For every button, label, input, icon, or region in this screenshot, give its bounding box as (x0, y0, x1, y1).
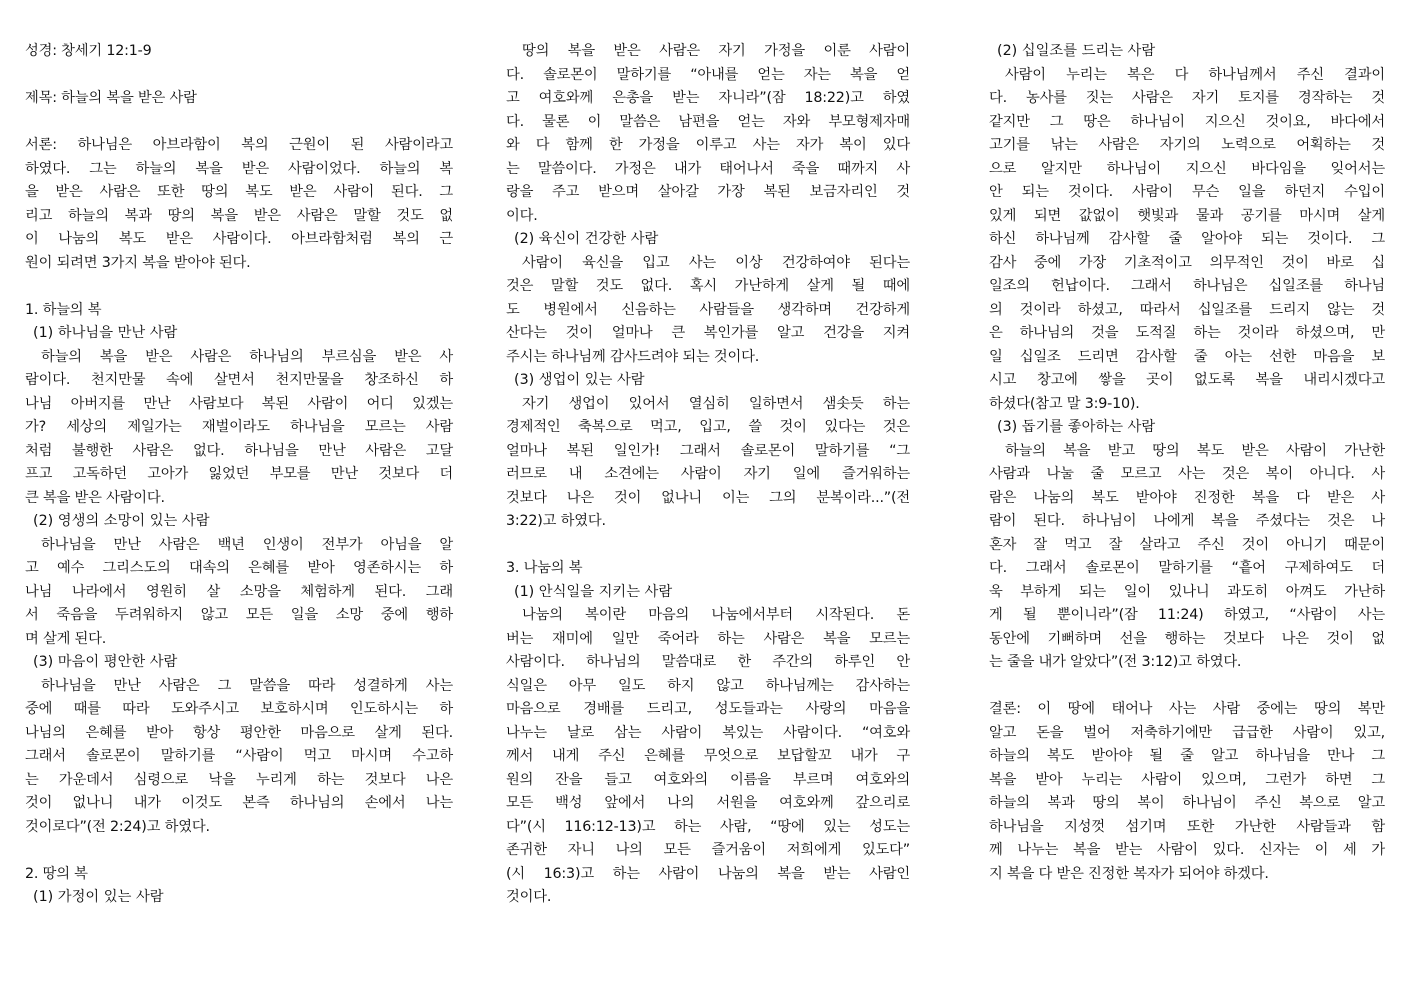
text-line: (1) 안식일을 지키는 사람 (514, 583, 673, 600)
text-line: (3) 생업이 있는 사람 (514, 372, 645, 388)
text-line: 다. 물론 이 말씀은 남편을 얻는 자와 부모형제자매 (506, 113, 910, 130)
text-line: 은 하나님의 것을 도적질 하는 것이라 하셨으며, 만 (989, 325, 1385, 341)
text-line: (2) 영생의 소망이 있는 사람 (33, 513, 210, 529)
subsection-heading (506, 369, 910, 393)
paragraph (989, 64, 1385, 417)
paragraph (506, 252, 910, 370)
text-line: (2) 십일조를 드리는 사람 (997, 43, 1156, 59)
text-line: 결론: 이 땅에 태어나 사는 사람 중에는 땅의 복만 (989, 701, 1385, 717)
text-line: 와 다 함께 한 가정을 이루고 사는 자가 복이 있다 (506, 137, 910, 153)
text-line: (3) 돕기를 좋아하는 사람 (997, 419, 1156, 435)
text-line: 는 줄을 내가 알았다”(전 3:12)고 하였다. (989, 654, 1242, 670)
text-line: 나님 아버지를 만난 사람보다 복된 사람이 어디 있겠는 (25, 395, 453, 412)
text-line: 얼마나 복된 일인가! 그래서 솔로몬이 말하기를 “그 (506, 442, 910, 459)
text-line: 하늘의 복을 받고 땅의 복도 받은 사람이 가난한 (1005, 442, 1385, 459)
text-line: 것이 없나니 내가 이것도 본즉 하나님의 손에서 나는 (25, 795, 453, 811)
paragraph (25, 40, 453, 64)
text-line: 욱 부하게 되는 일이 있나니 과도히 아껴도 가난하 (989, 583, 1385, 600)
text-line: 하늘의 복과 땅의 복이 하나님이 주신 복으로 알고 (989, 795, 1385, 811)
text-line: 사람이 육신을 입고 사는 이상 건강하여야 된다는 (522, 254, 910, 271)
subsection-heading (25, 322, 453, 346)
text-line: 마음으로 경배를 드리고, 성도들과는 사랑의 마음을 (506, 701, 910, 717)
text-line: 나누는 날로 삼는 사람이 복있는 사람이다. “여호와 (506, 724, 910, 741)
column-1 (25, 40, 453, 910)
text-line: 땅의 복을 받은 사람은 자기 가정을 이룬 사람이 (522, 43, 910, 59)
text-line: 이 나눔의 복도 받은 사람이다. 아브라함처럼 복의 근 (25, 231, 453, 247)
text-line: 모든 백성 앞에서 나의 서원을 여호와께 갚으리로 (506, 795, 910, 811)
text-line: 것이로다”(전 2:24)고 하였다. (25, 818, 210, 835)
text-line: 복을 받아 누리는 사람이 있으며, 그런가 하면 그 (989, 771, 1385, 788)
text-line: 나눔의 복이란 마음의 나눔에서부터 시작된다. 돈 (522, 607, 910, 623)
text-line: (1) 가정이 있는 사람 (33, 889, 164, 905)
text-line: 게 될 뿐이니라”(잠 11:24) 하였고, “사람이 사는 (989, 607, 1385, 623)
text-line: 것은 말할 것도 없다. 혹시 가난하게 살게 될 때에 (506, 278, 910, 294)
text-line: 의 것이라 하셨고, 따라서 십일조를 드리지 않는 것 (989, 301, 1385, 318)
text-line: 람은 나눔의 복도 받아야 진정한 복을 다 받은 사 (989, 489, 1385, 506)
text-line: 도 병원에서 신음하는 사람들을 생각하며 건강하게 (506, 301, 910, 318)
text-line: 것이다. (506, 889, 552, 905)
paragraph (25, 534, 453, 652)
text-line: 께서 내게 주신 은혜를 무엇으로 보답할꼬 내가 구 (506, 748, 910, 764)
paragraph-gap (25, 64, 453, 88)
text-line: 주시는 하나님께 감사드려야 되는 것이다. (506, 348, 760, 365)
paragraph (25, 134, 453, 275)
text-line: 있게 되면 값없이 햇빛과 물과 공기를 마시며 살게 (989, 207, 1385, 224)
text-line: 으로 알지만 하나님이 지으신 바다임을 잊어서는 (989, 160, 1385, 177)
section-heading (25, 299, 453, 323)
text-line: (2) 육신이 건강한 사람 (514, 231, 659, 247)
text-line: 사람이 누리는 복은 다 하나님께서 주신 결과이 (1005, 66, 1385, 83)
text-line: 가? 세상의 제일가는 재벌이라도 하나님을 모르는 사람 (25, 419, 453, 435)
paragraph-gap (989, 675, 1385, 699)
text-line: 경제적인 축복으로 먹고, 입고, 쓸 것이 있다는 것은 (506, 419, 910, 435)
text-line: 하나님을 지성껏 섬기며 또한 가난한 사람들과 함 (989, 818, 1385, 835)
text-line: 람이 된다. 하나님이 나에게 복을 주셨다는 것은 나 (989, 513, 1385, 529)
text-line: 처럼 불행한 사람은 없다. 하나님을 만난 사람은 고달 (25, 442, 453, 459)
text-line: 산다는 것이 얼마나 큰 복인가를 알고 건강을 지켜 (506, 325, 910, 341)
text-line: 람이다. 천지만물 속에 살면서 천지만물을 창조하신 하 (25, 372, 453, 388)
text-line: 하셨다(참고 말 3:9-10). (989, 395, 1140, 412)
text-line: 는 가운데서 심령으로 낙을 누리게 하는 것보다 나은 (25, 771, 453, 788)
text-line: 서 죽음을 두려워하지 않고 모든 일을 소망 중에 행하 (25, 607, 453, 623)
text-line: 자기 생업이 있어서 열심히 일하면서 샘솟듯 하는 (522, 395, 910, 412)
text-line: 안 되는 것이다. 사람이 무슨 일을 하던지 수입이 (989, 184, 1385, 200)
text-line: 다. 농사를 짓는 사람은 자기 토지를 경작하는 것 (989, 90, 1385, 106)
paragraph (25, 346, 453, 511)
text-line: (1) 하나님을 만난 사람 (33, 325, 178, 341)
paragraph (506, 40, 910, 228)
text-line: 을 받은 사람은 또한 땅의 복도 받은 사람이 된다. 그 (25, 184, 453, 200)
column-3 (989, 40, 1385, 886)
paragraph (506, 393, 910, 534)
text-line: 같지만 그 땅은 하나님이 지으신 것이요, 바다에서 (989, 113, 1385, 130)
text-line: 제목: 하늘의 복을 받은 사람 (25, 90, 197, 106)
text-line: 나님의 은혜를 받아 항상 평안한 마음으로 살게 된다. (25, 724, 453, 741)
text-line: 알고 돈을 벌어 저축하기에만 급급한 사람이 있고, (989, 724, 1385, 741)
paragraph-gap (25, 839, 453, 863)
section-heading (506, 557, 910, 581)
text-line: 고 여호와께 은총을 받는 자니라”(잠 18:22)고 하였 (506, 90, 910, 106)
text-line: 감사 중에 가장 기초적이고 의무적인 것이 바로 십 (989, 254, 1385, 271)
text-line: 하늘의 복을 받은 사람은 하나님의 부르심을 받은 사 (41, 348, 453, 365)
text-line: 일조의 헌납이다. 그래서 하나님은 십일조를 하나님 (989, 278, 1385, 294)
text-line: 는 말씀이다. 가정은 내가 태어나서 죽을 때까지 사 (506, 160, 910, 177)
text-line: 하나님을 만난 사람은 백년 인생이 전부가 아님을 알 (41, 536, 453, 553)
text-line: 원이 되려면 3가지 복을 받아야 된다. (25, 254, 251, 271)
text-line: 2. 땅의 복 (25, 865, 88, 882)
text-line: 사람이다. 하나님의 말씀대로 한 주간의 하루인 안 (506, 654, 910, 670)
subsection-heading (506, 228, 910, 252)
text-line: 께 나누는 복을 받는 사람이 있다. 신자는 이 세 가 (989, 842, 1385, 858)
text-line: 1. 하늘의 복 (25, 301, 102, 318)
text-line: 시고 창고에 쌓을 곳이 없도록 복을 내리시겠다고 (989, 372, 1385, 388)
paragraph (25, 675, 453, 840)
column-2 (506, 40, 910, 910)
paragraph (506, 604, 910, 910)
subsection-heading (989, 40, 1385, 64)
text-line: 3:22)고 하였다. (506, 513, 606, 529)
paragraph (25, 87, 453, 111)
text-line: 러므로 내 소견에는 사람이 자기 일에 즐거워하는 (506, 466, 910, 482)
section-heading (25, 863, 453, 887)
text-line: 버는 재미에 일만 죽어라 하는 사람은 복을 모르는 (506, 630, 910, 647)
paragraph-gap (25, 111, 453, 135)
text-line: 지 복을 다 받은 진정한 복자가 되어야 하겠다. (989, 865, 1269, 882)
text-line: 식일은 아무 일도 하지 않고 하나님께는 감사하는 (506, 677, 910, 694)
text-line: 큰 복을 받은 사람이다. (25, 489, 165, 506)
text-line: 다”(시 116:12-13)고 하는 사람, “땅에 있는 성도는 (506, 818, 910, 835)
text-line: 나님 나라에서 영원히 살 소망을 체험하게 된다. 그래 (25, 583, 453, 600)
text-line: 랑을 주고 받으며 살아갈 가장 복된 보금자리인 것 (506, 184, 910, 200)
text-line: 프고 고독하던 고아가 잃었던 부모를 만난 것보다 더 (25, 466, 453, 482)
paragraph-gap (506, 534, 910, 558)
text-line: 서론: 하나님은 아브라함이 복의 근원이 된 사람이라고 (25, 137, 453, 153)
paragraph-gap (25, 275, 453, 299)
text-line: 존귀한 자니 나의 모든 즐거움이 저희에게 있도다” (506, 842, 910, 858)
text-line: 혼자 잘 먹고 잘 살라고 주신 것이 아니기 때문이 (989, 536, 1385, 553)
text-line: 고기를 낚는 사람은 자기의 노력으로 어획하는 것 (989, 137, 1385, 153)
subsection-heading (989, 416, 1385, 440)
text-line: 하나님을 만난 사람은 그 말씀을 따라 성결하게 사는 (41, 677, 453, 694)
text-line: 것보다 나은 것이 없나니 이는 그의 분복이라...”(전 (506, 489, 910, 506)
text-line: 하늘의 복도 받아야 될 줄 알고 하나님을 만나 그 (989, 748, 1385, 764)
text-line: 하였다. 그는 하늘의 복을 받은 사람이었다. 하늘의 복 (25, 160, 453, 177)
paragraph (989, 698, 1385, 886)
text-line: 이다. (506, 207, 538, 224)
text-line: 며 살게 된다. (25, 630, 107, 647)
text-line: 리고 하늘의 복과 땅의 복을 받은 사람은 말할 것도 없 (25, 207, 453, 224)
subsection-heading (25, 510, 453, 534)
text-line: 다. 솔로몬이 말하기를 “아내를 얻는 자는 복을 얻 (506, 66, 910, 83)
text-line: 그래서 솔로몬이 말하기를 “사람이 먹고 마시며 수고하 (25, 748, 453, 764)
text-line: 3. 나눔의 복 (506, 560, 583, 576)
text-line: 하신 하나님께 감사할 줄 알아야 되는 것이다. 그 (989, 231, 1385, 247)
text-line: (시 16:3)고 하는 사람이 나눔의 복을 받는 사람인 (506, 865, 910, 882)
text-line: 성경: 창세기 12:1-9 (25, 43, 152, 59)
text-line: 중에 때를 따라 도와주시고 보호하시며 인도하시는 하 (25, 701, 453, 717)
text-line: 사람과 나눌 줄 모르고 사는 것은 복이 아니다. 사 (989, 466, 1385, 482)
text-line: 원의 잔을 들고 여호와의 이름을 부르며 여호와의 (506, 771, 910, 788)
text-line: 동안에 기뻐하며 선을 행하는 것보다 나은 것이 없 (989, 630, 1385, 647)
text-line: 일 십일조 드리면 감사할 줄 아는 선한 마음을 보 (989, 348, 1385, 365)
subsection-heading (25, 651, 453, 675)
subsection-heading (25, 886, 453, 910)
text-line: 다. 그래서 솔로몬이 말하기를 “흩어 구제하여도 더 (989, 560, 1385, 576)
paragraph (989, 440, 1385, 675)
text-line: 고 예수 그리스도의 대속의 은혜를 받아 영존하시는 하 (25, 560, 453, 576)
text-line: (3) 마음이 평안한 사람 (33, 654, 178, 670)
subsection-heading (506, 581, 910, 605)
